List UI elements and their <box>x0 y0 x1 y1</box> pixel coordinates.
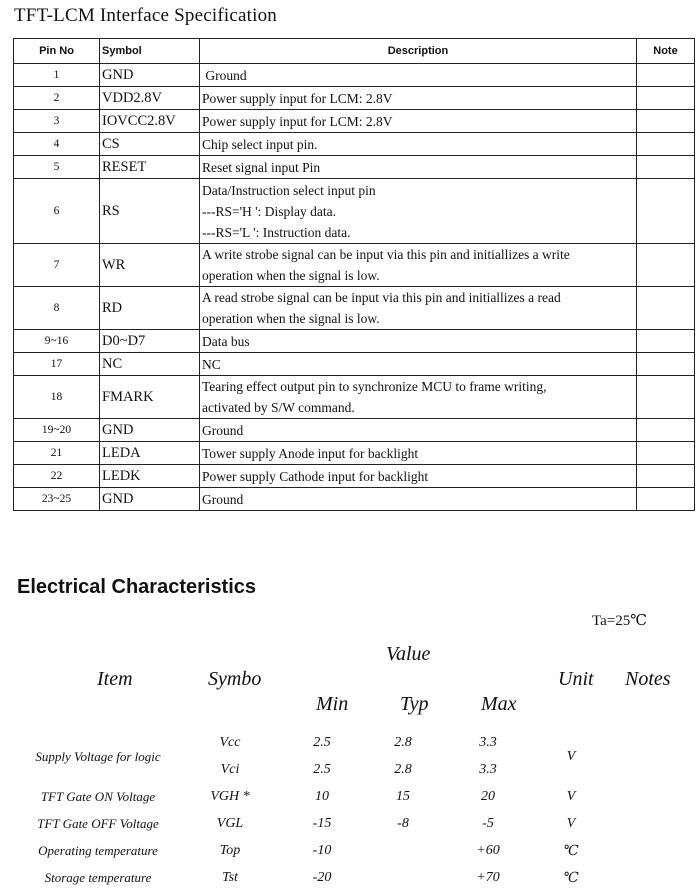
table-row <box>14 133 695 156</box>
pin-symbol: FMARK <box>100 376 200 419</box>
pin-number: 9~16 <box>14 330 100 353</box>
pin-description <box>200 353 637 376</box>
pin-note <box>637 465 695 488</box>
table-row <box>14 330 695 353</box>
pin-description <box>200 64 637 87</box>
interface-spec-title: TFT-LCM Interface Specification <box>14 5 277 26</box>
pin-note <box>637 110 695 133</box>
table-row <box>14 110 695 133</box>
pin-description <box>200 330 637 353</box>
typ-value: -8 <box>397 816 409 831</box>
description-line: A write strobe signal can be input via this pin and initiallizes a write <box>202 247 570 262</box>
pin-number: 5 <box>14 156 100 179</box>
pin-number: 6 <box>14 179 100 244</box>
description-line: Tower supply Anode input for backlight <box>202 445 419 461</box>
pin-symbol: RD <box>100 287 200 330</box>
note-header: Note <box>637 39 695 64</box>
pin-note <box>637 64 695 87</box>
pin-symbol: GND <box>100 419 200 442</box>
pin-symbol: VDD2.8V <box>100 87 200 110</box>
description-line: Ground <box>202 422 244 438</box>
unit-value: V <box>566 816 576 831</box>
typ-value: 15 <box>396 789 410 804</box>
symbol-value: Top <box>219 843 241 858</box>
pin-symbol: D0~D7 <box>100 330 200 353</box>
pin-number: 22 <box>14 465 100 488</box>
description-line: Tearing effect output pin to synchronize MCU to frame writing, <box>202 379 547 394</box>
typ-value: 2.8 <box>394 762 412 777</box>
pin-number: 7 <box>14 244 100 287</box>
pin-number: 4 <box>14 133 100 156</box>
pin-note <box>637 287 695 330</box>
pin-description <box>200 87 637 110</box>
symbol-value: Vcc <box>219 735 241 750</box>
typ-value: 2.8 <box>394 735 412 750</box>
description-line: operation when the signal is low. <box>202 311 380 326</box>
description-line: A read strobe signal can be input via this pin and initiallizes a read <box>202 290 561 305</box>
pin-symbol: RS <box>100 179 200 244</box>
min-value: -15 <box>312 816 332 831</box>
description-line: activated by S/W command. <box>202 400 355 415</box>
pin-description <box>200 287 637 330</box>
temperature-condition: Ta=25℃ <box>592 613 648 629</box>
min-value: 10 <box>315 789 329 804</box>
pin-note <box>637 419 695 442</box>
table-row <box>14 287 695 330</box>
pin-symbol: CS <box>100 133 200 156</box>
unit-value: ℃ <box>563 871 579 886</box>
min-value: 2.5 <box>313 735 331 750</box>
table-row <box>14 64 695 87</box>
pin-table <box>13 38 695 511</box>
symbol-value: Vci <box>220 762 240 777</box>
pin-symbol: LEDK <box>100 465 200 488</box>
pin-description <box>200 442 637 465</box>
pin-note <box>637 133 695 156</box>
description-line: Data/Instruction select input pin <box>202 182 376 198</box>
pin-symbol: GND <box>100 488 200 511</box>
max-value: 20 <box>481 789 495 804</box>
pin-table-body <box>14 64 695 511</box>
description-line: Ground <box>202 491 244 507</box>
unit-header: Unit <box>558 668 594 690</box>
description-line: Reset signal input Pin <box>202 159 321 175</box>
description-line: NC <box>202 356 221 372</box>
pin-table-header <box>14 39 695 64</box>
pin-number: 2 <box>14 87 100 110</box>
pin-note <box>637 330 695 353</box>
table-row <box>14 419 695 442</box>
pin-symbol: LEDA <box>100 442 200 465</box>
item-name: Storage temperature <box>44 870 152 885</box>
pin-number: 1 <box>14 64 100 87</box>
unit-value: ℃ <box>563 844 579 859</box>
max-value: 3.3 <box>479 735 497 750</box>
table-row <box>14 179 695 244</box>
pin-number: 18 <box>14 376 100 419</box>
pin-description <box>200 156 637 179</box>
pin-note <box>637 442 695 465</box>
description-line: Power supply input for LCM: 2.8V <box>202 113 393 129</box>
item-name: TFT Gate OFF Voltage <box>37 816 159 831</box>
pin-number: 23~25 <box>14 488 100 511</box>
item-name: TFT Gate ON Voltage <box>40 789 156 804</box>
pin-description <box>200 465 637 488</box>
pin-number: 17 <box>14 353 100 376</box>
pin-note <box>637 353 695 376</box>
description-header: Description <box>200 39 637 64</box>
pin-header: Pin No <box>14 39 100 64</box>
pin-note <box>637 376 695 419</box>
item-header: Item <box>97 668 133 690</box>
description-line: Chip select input pin. <box>202 136 318 152</box>
min-value: -10 <box>312 843 332 858</box>
symbol-value: VGL <box>216 816 244 831</box>
table-row <box>14 87 695 110</box>
electrical-title: Electrical Characteristics <box>17 576 257 598</box>
pin-number: 8 <box>14 287 100 330</box>
pin-description <box>200 244 637 287</box>
pin-symbol: NC <box>100 353 200 376</box>
min-value: -20 <box>312 870 332 885</box>
symbol-header: Symbol <box>100 39 200 64</box>
description-line: Power supply Cathode input for backlight <box>202 468 429 484</box>
pin-number: 19~20 <box>14 419 100 442</box>
pin-note <box>637 244 695 287</box>
notes-header: Notes <box>625 668 671 690</box>
unit-value: V <box>566 789 576 804</box>
item-name: Supply Voltage for logic <box>35 748 161 764</box>
table-row <box>14 465 695 488</box>
description-line: Data bus <box>202 333 250 349</box>
pin-description <box>200 179 637 244</box>
description-line: operation when the signal is low. <box>202 268 380 283</box>
pin-note <box>637 87 695 110</box>
pin-symbol: RESET <box>100 156 200 179</box>
pin-note <box>637 156 695 179</box>
table-row <box>14 488 695 511</box>
pin-symbol: IOVCC2.8V <box>100 110 200 133</box>
table-row <box>14 244 695 287</box>
symbol-value: Tst <box>222 870 238 885</box>
unit-value: V <box>566 748 576 764</box>
table-row <box>14 376 695 419</box>
pin-description <box>200 488 637 511</box>
table-row <box>14 156 695 179</box>
max-header: Max <box>481 693 517 715</box>
symbol-value: VGH * <box>210 789 250 804</box>
description-line: Power supply input for LCM: 2.8V <box>202 90 393 106</box>
typ-header: Typ <box>400 693 429 715</box>
max-value: +60 <box>476 843 500 858</box>
pin-note <box>637 179 695 244</box>
pin-symbol: GND <box>100 64 200 87</box>
pin-description <box>200 376 637 419</box>
pin-number: 21 <box>14 442 100 465</box>
pin-symbol: WR <box>100 244 200 287</box>
table-row <box>14 442 695 465</box>
pin-number: 3 <box>14 110 100 133</box>
max-value: -5 <box>482 816 494 831</box>
pin-description <box>200 419 637 442</box>
pin-description <box>200 133 637 156</box>
symbol-header: Symbo <box>208 668 262 690</box>
description-line: ---RS='L ': Instruction data. <box>202 224 351 240</box>
max-value: +70 <box>476 870 500 885</box>
table-row <box>14 353 695 376</box>
value-header: Value <box>386 643 431 665</box>
pin-description <box>200 110 637 133</box>
min-value: 2.5 <box>313 762 331 777</box>
description-line: Ground <box>202 67 247 83</box>
pin-note <box>637 488 695 511</box>
item-name: Operating temperature <box>38 843 158 858</box>
max-value: 3.3 <box>479 762 497 777</box>
min-header: Min <box>316 693 349 715</box>
description-line: ---RS='H ': Display data. <box>202 203 336 219</box>
